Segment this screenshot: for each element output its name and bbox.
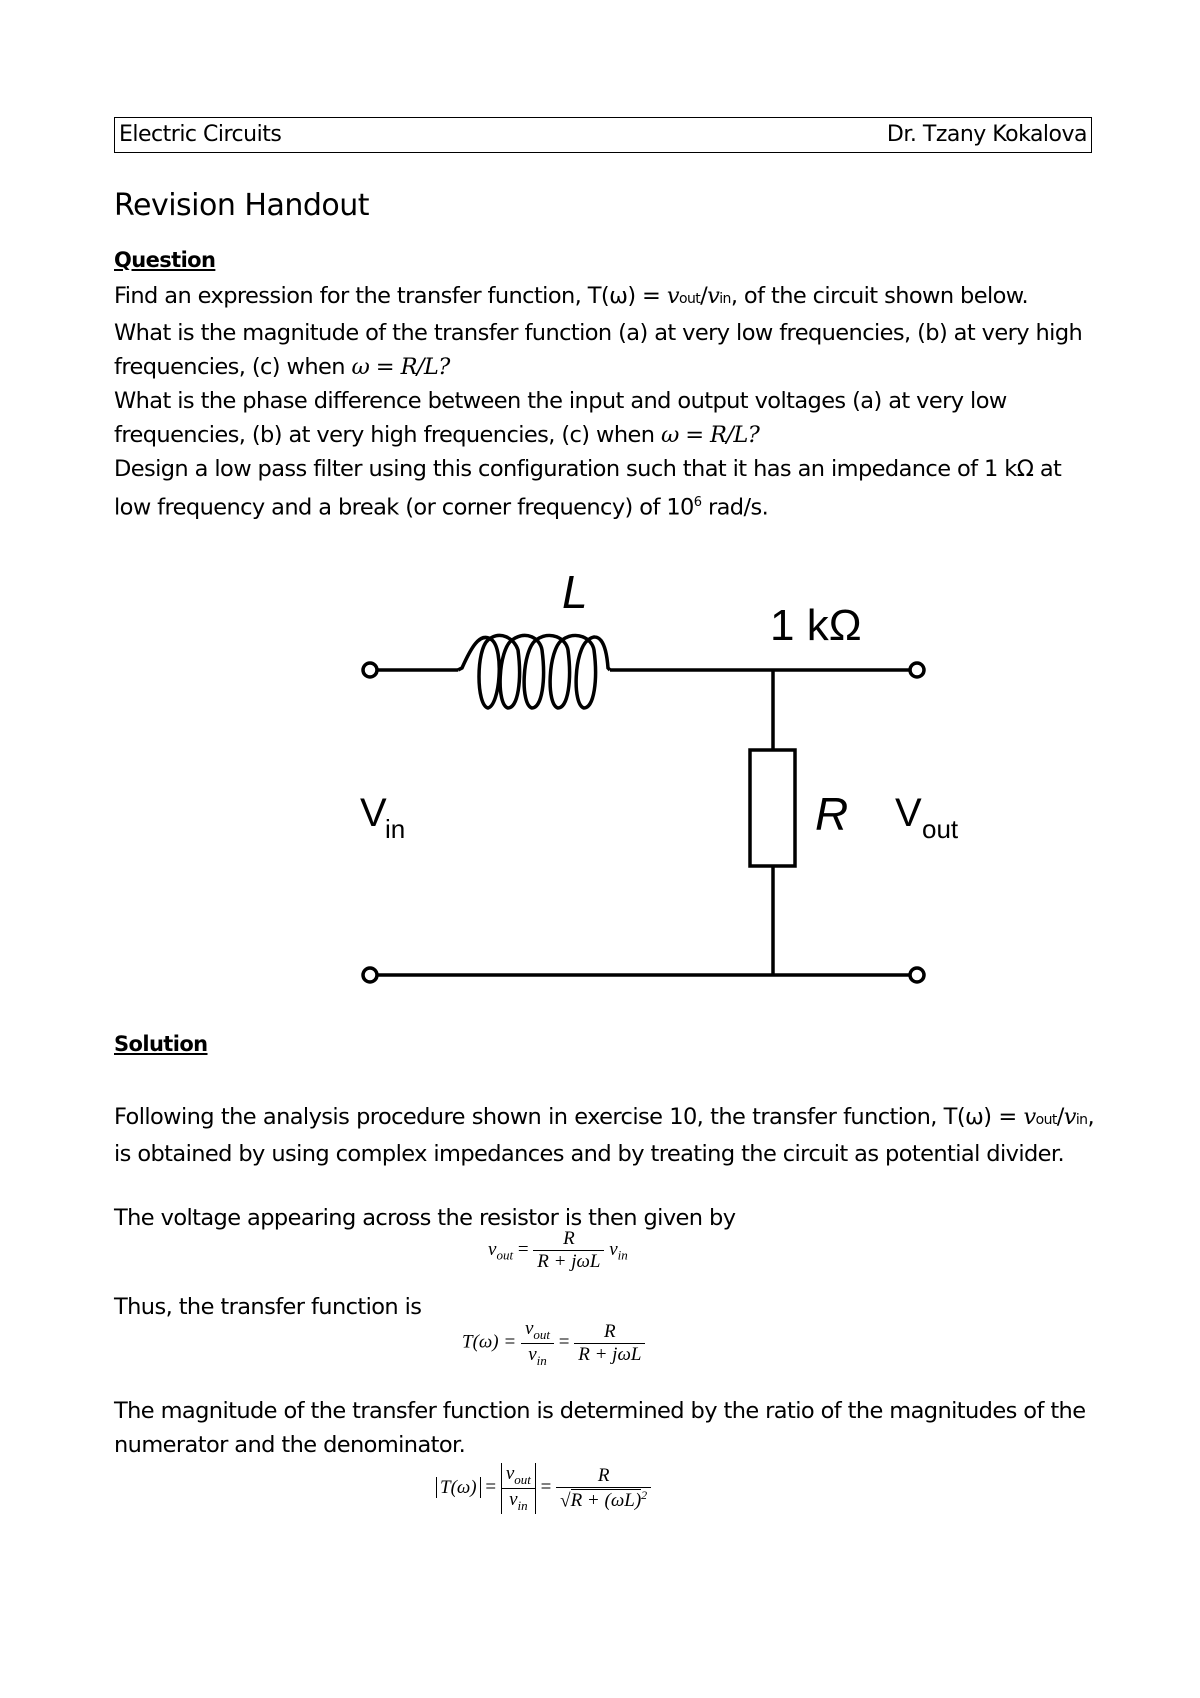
question-line-1: Find an expression for the transfer function, T(ω) = vout/vin, of the circuit shown below. (114, 283, 1029, 309)
equation-vout: $v_{out}$ = $\frac{R}{\text{R + jωL}}$ $v_{in}$ (488, 1228, 628, 1272)
solution-paragraph-3: Thus, the transfer function is (114, 1294, 422, 1320)
vin-label: V (360, 791, 387, 835)
equation-transfer-function: T(ω) = $\frac{v_{out}}{v_{in}}$ = $\frac{R}{\text{R + jωL}}$ (462, 1318, 645, 1369)
vout-top-terminal (910, 663, 924, 677)
resistor-label: R (815, 788, 849, 840)
solution-paragraph-2: The voltage appearing across the resistor is then given by (114, 1205, 736, 1231)
inductor-label: L (562, 566, 588, 618)
solution-paragraph-4: The magnitude of the transfer function is determined by the ratio of the magnitudes of the numerator and the denominator. (114, 1398, 1086, 1458)
solution-heading: Solution (114, 1032, 208, 1056)
question-heading: Question (114, 248, 216, 272)
course-title: Electric Circuits (119, 122, 282, 147)
vin-label-sub: in (385, 814, 406, 844)
question-line-4: Design a low pass filter using this configuration such that it has an impedance of 1 kΩ at low frequency and a break (or corner frequency) of $10^6$ rad/s. (114, 456, 1062, 521)
vout-label-sub: out (922, 814, 959, 844)
equation-magnitude: T(ω) = $\frac{v_{out}}{v_{in}}$ = $\frac{R}{√R + (\omega L)^2}$ (436, 1463, 651, 1514)
resistor (750, 750, 795, 866)
solution-paragraph-1: Following the analysis procedure shown in exercise 10, the transfer function, T(ω) = vout/vin, is obtained by using complex impedances and by treating the circuit as potential divider. (114, 1104, 1094, 1167)
vin-top-terminal (363, 663, 377, 677)
vout-label: V (895, 791, 922, 835)
question-line-3: What is the phase difference between the input and output voltages (a) at very low frequencies, (b) at very high frequencies, (c) when ω = R/L? (114, 388, 1007, 448)
vin-bottom-terminal (363, 968, 377, 982)
page-title: Revision Handout (114, 188, 370, 223)
author-name: Dr. Tzany Kokalova (886, 122, 1087, 147)
vout-bottom-terminal (910, 968, 924, 982)
inductor-coil (458, 635, 610, 708)
question-line-2: What is the magnitude of the transfer function (a) at very low frequencies, (b) at very high frequencies, (c) when ω = R/L? (114, 320, 1083, 380)
resistance-value-label: 1 kΩ (770, 601, 862, 650)
